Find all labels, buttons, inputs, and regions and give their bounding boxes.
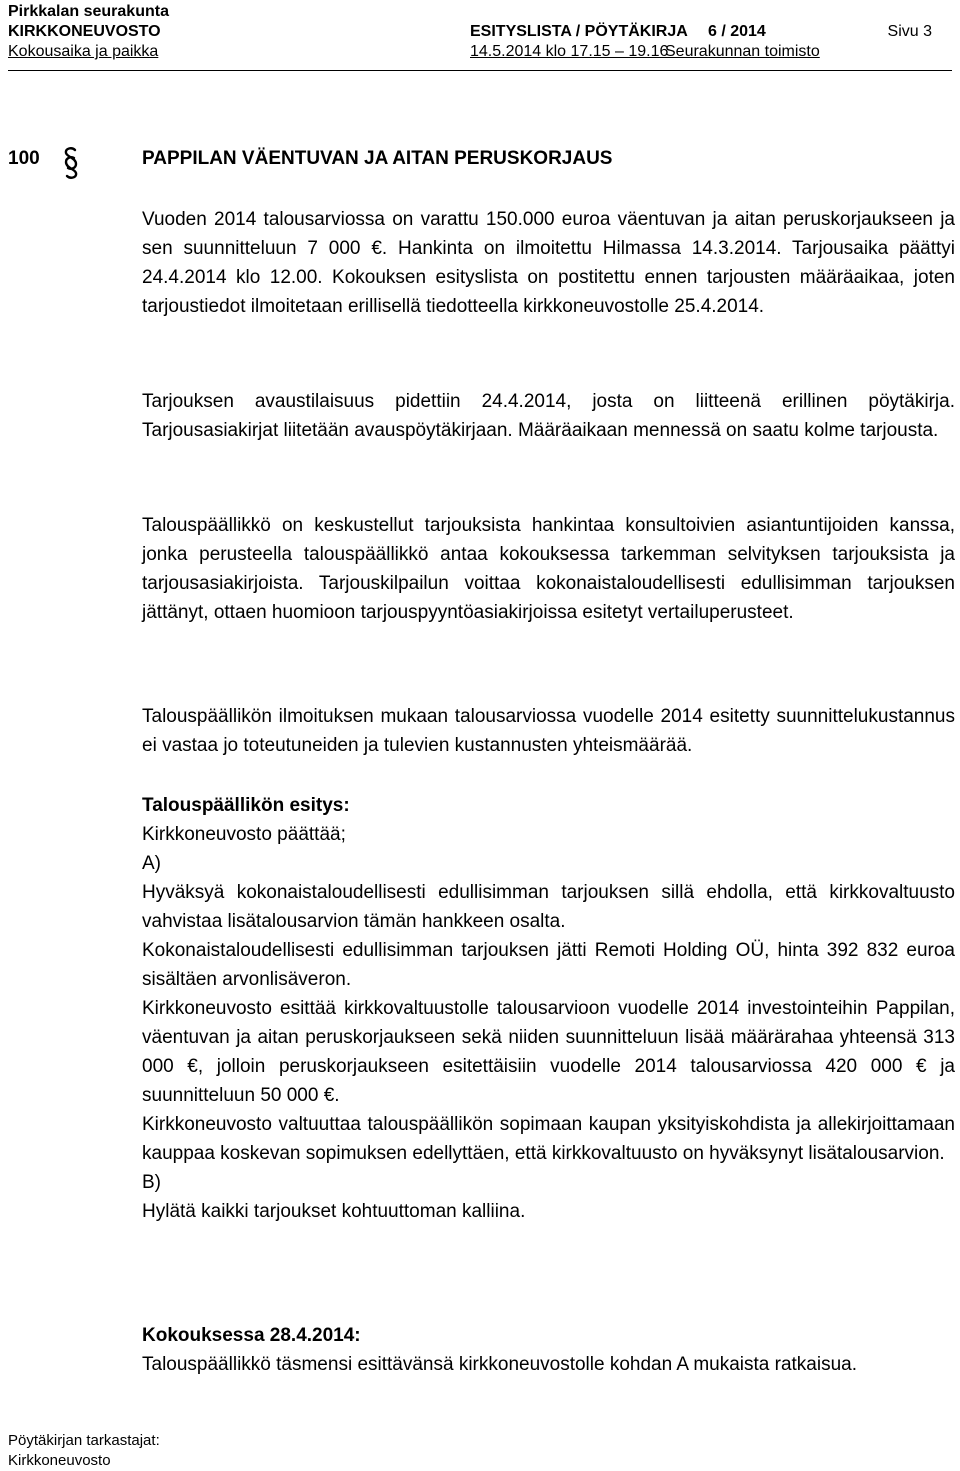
- page-number: Sivu 3: [887, 23, 932, 40]
- proposal-intro: Kirkkoneuvosto päättää;: [142, 824, 346, 845]
- body-name: KIRKKONEUVOSTO: [8, 23, 161, 40]
- option-b-item: Hylätä kaikki tarjoukset kohtuuttoman kalliina.: [142, 1201, 526, 1222]
- option-a-item: Kirkkoneuvosto valtuuttaa talouspäällikön sopimaan kaupan yksityiskohdista ja allekirjoittamaan kauppaa koskevan sopimuksen edellyttäen, että kirkkovaltuusto on hyväksynyt lisätalousarvion.: [142, 1114, 955, 1164]
- meeting-label: Kokousaika ja paikka: [8, 43, 159, 60]
- header-row: [8, 22, 932, 42]
- meeting-note-heading: Kokouksessa 28.4.2014:: [142, 1325, 361, 1346]
- paragraph-budget: Vuoden 2014 talousarviossa on varattu 150.000 euroa väentuvan ja aitan peruskorjaukseen ja sen suunnitteluun 7 000 €. Hankinta on ilmoitettu Hilmassa 14.3.2014. Tarjousaika päättyi 24.4.2014 klo 12.00. Kokouksen esityslista on postitettu ennen tarjousten määräaikaa, joten tarjoustiedot ilmoitetaan erillisellä tiedotteella kirkkoneuvostolle 25.4.2014.: [142, 209, 955, 317]
- document-type: ESITYSLISTA / PÖYTÄKIRJA: [470, 23, 688, 40]
- footer-label: Pöytäkirjan tarkastajat:: [8, 1432, 160, 1449]
- meeting-place: Seurakunnan toimisto: [665, 43, 820, 60]
- meeting-info-row: [8, 42, 932, 62]
- section-number: 100: [8, 148, 40, 169]
- option-a-item: Hyväksyä kokonaistaloudellisesti edullisimman tarjouksen sillä ehdolla, että kirkkovaltuusto vahvistaa lisätalousarvion tämän hankkeen osalta.: [142, 882, 955, 932]
- option-a-item: Kokonaistaloudellisesti edullisimman tarjouksen jätti Remoti Holding OÜ, hinta 392 832 euroa sisältäen arvonlisäveron.: [142, 940, 955, 990]
- section-title: PAPPILAN VÄENTUVAN JA AITAN PERUSKORJAUS: [142, 148, 613, 169]
- paragraph-consultation: Talouspäällikkö on keskustellut tarjouksista hankintaa konsultoivien asiantuntijoiden kanssa, jonka perusteella talouspäällikkö antaa kokouksessa tarkemman selvityksen tarjouksista ja tarjousasiakirjoista. Tarjouskilpailun voittaa kokonaistaloudellisesti edullisimman tarjouksen jättänyt, ottaen huomioon tarjouspyyntöasiakirjoissa esitetyt vertailuperusteet.: [142, 515, 955, 623]
- option-a-item: Kirkkoneuvosto esittää kirkkovaltuustolle talousarvioon vuodelle 2014 investointeihin Pappilan, väentuvan ja aitan peruskorjaukseen sekä niiden suunnitteluun lisää määrärahaa yhteensä 313 000 €, jolloin peruskorjaukseen esitettäisiin vuodelle 2014 talousarviossa 420 000 € ja suunnitteluun 50 000 €.: [142, 998, 955, 1106]
- option-b-label: B): [142, 1172, 161, 1193]
- header-divider: [8, 70, 952, 71]
- meeting-note-text: Talouspäällikkö täsmensi esittävänsä kirkkoneuvostolle kohdan A mukaista ratkaisua.: [142, 1354, 857, 1375]
- proposal-block: [142, 791, 955, 1226]
- issue-number: 6 / 2014: [708, 23, 766, 40]
- section-sign-icon: [60, 146, 82, 185]
- option-a-label: A): [142, 853, 161, 874]
- paragraph-cost-note: Talouspäällikön ilmoituksen mukaan talousarviossa vuodelle 2014 esitetty suunnittelukustannus ei vastaa jo toteutuneiden ja tulevien kustannusten yhteismäärää.: [142, 706, 955, 756]
- proposal-heading: Talouspäällikön esitys:: [142, 795, 350, 816]
- organization-name: Pirkkalan seurakunta: [8, 3, 169, 20]
- paragraph-opening: Tarjouksen avaustilaisuus pidettiin 24.4.2014, josta on liitteenä erillinen pöytäkirja. Tarjousasiakirjat liitetään avauspöytäkirjaan. Määräaikaan mennessä on saatu kolme tarjousta.: [142, 391, 955, 441]
- meeting-note: [142, 1321, 955, 1379]
- meeting-time: 14.5.2014 klo 17.15 – 19.16: [470, 43, 669, 60]
- footer-value: Kirkkoneuvosto: [8, 1452, 111, 1469]
